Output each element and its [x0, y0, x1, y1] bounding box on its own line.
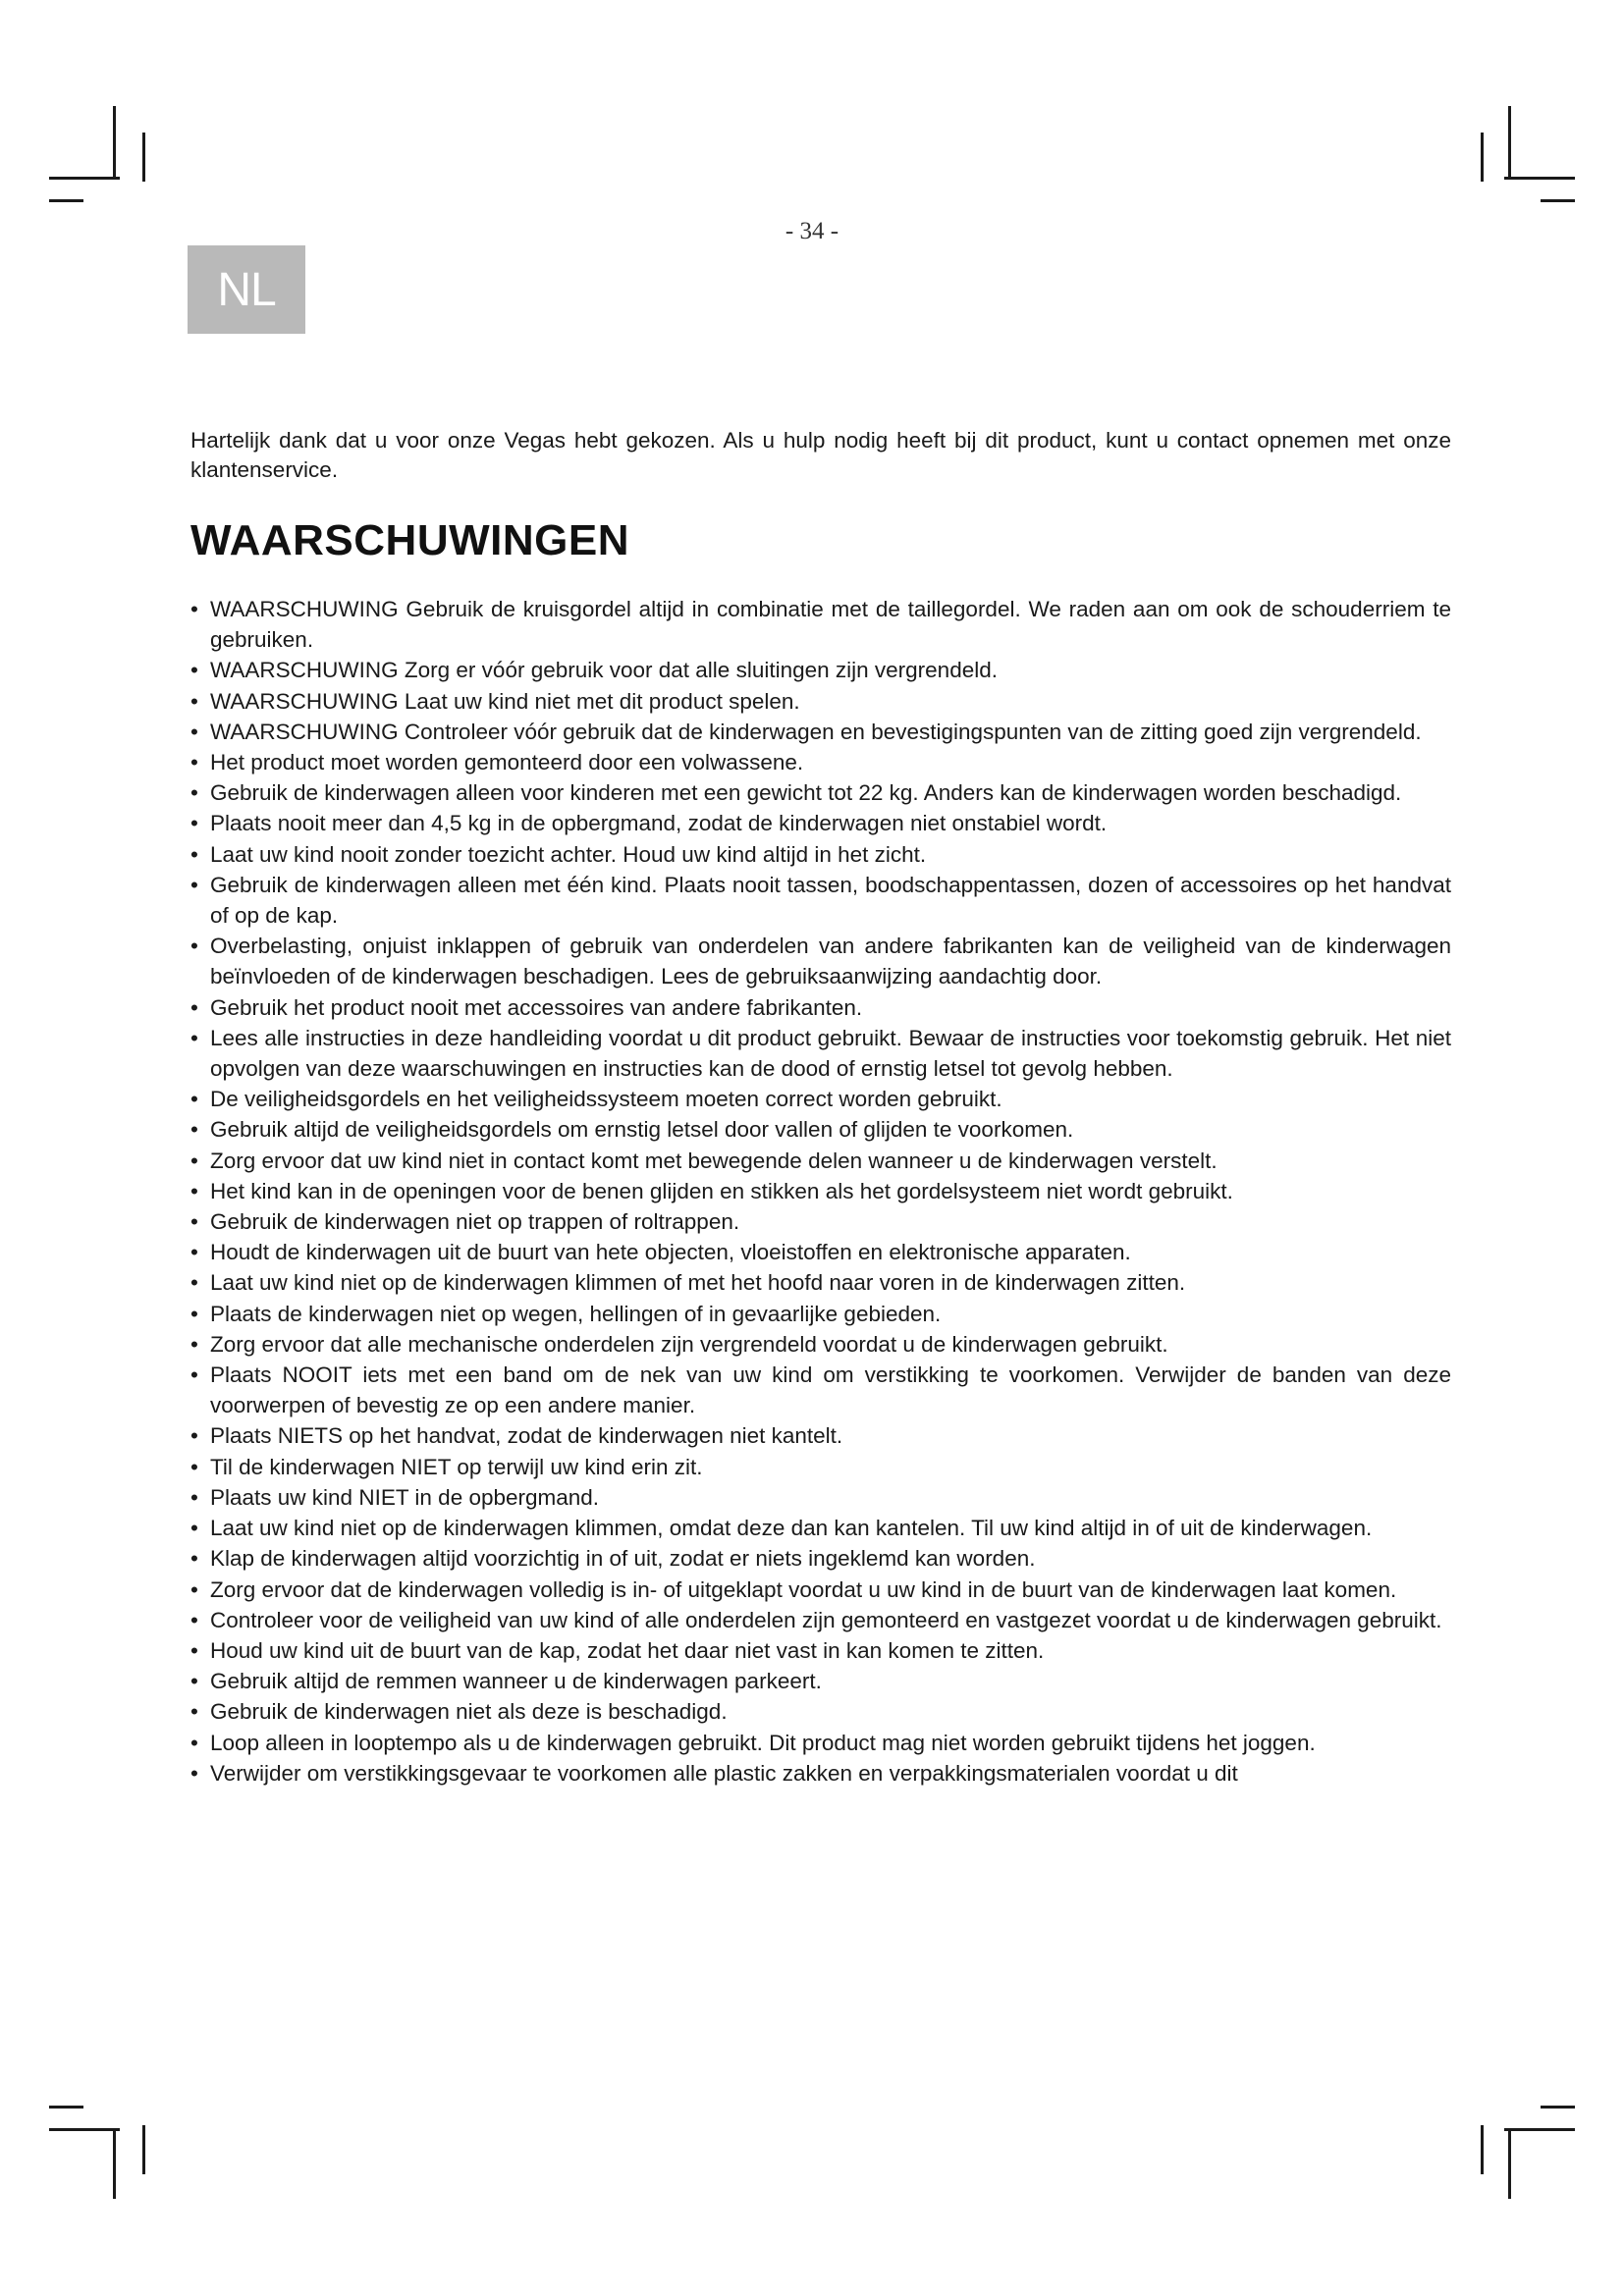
- warning-item: • Gebruik de kinderwagen niet als deze is beschadigd.: [190, 1696, 1451, 1727]
- section-heading: WAARSCHUWINGEN: [190, 516, 629, 564]
- warning-item: • Gebruik de kinderwagen alleen voor kinderen met een gewicht tot 22 kg. Anders kan de kinderwagen worden beschadigd.: [190, 777, 1451, 808]
- crop-mark: [142, 133, 145, 182]
- warning-item: • Gebruik het product nooit met accessoires van andere fabrikanten.: [190, 992, 1451, 1023]
- language-badge: NL: [188, 245, 305, 334]
- crop-mark: [113, 106, 116, 177]
- warning-item: • Til de kinderwagen NIET op terwijl uw kind erin zit.: [190, 1452, 1451, 1482]
- crop-mark: [113, 2128, 116, 2199]
- warning-item: • Laat uw kind niet op de kinderwagen klimmen, omdat deze dan kan kantelen. Til uw kind altijd in of uit de kinderwagen.: [190, 1513, 1451, 1543]
- warning-item: • De veiligheidsgordels en het veiligheidssysteem moeten correct worden gebruikt.: [190, 1084, 1451, 1114]
- crop-mark: [1481, 2125, 1484, 2174]
- warning-item: • Plaats uw kind NIET in de opbergmand.: [190, 1482, 1451, 1513]
- page-number: - 34 -: [785, 218, 839, 244]
- crop-mark: [1508, 106, 1511, 177]
- warning-item: • WAARSCHUWING Laat uw kind niet met dit product spelen.: [190, 686, 1451, 717]
- warning-item: • WAARSCHUWING Gebruik de kruisgordel altijd in combinatie met de taillegordel. We raden aan om ook de schouderriem te gebruiken.: [190, 594, 1451, 655]
- warning-item: • Laat uw kind nooit zonder toezicht achter. Houd uw kind altijd in het zicht.: [190, 839, 1451, 870]
- warning-item: • Zorg ervoor dat uw kind niet in contact komt met bewegende delen wanneer u de kinderwagen verstelt.: [190, 1146, 1451, 1176]
- intro-paragraph: Hartelijk dank dat u voor onze Vegas hebt gekozen. Als u hulp nodig heeft bij dit product, kunt u contact opnemen met onze klantenservice.: [190, 428, 1451, 482]
- warning-item: • WAARSCHUWING Zorg er vóór gebruik voor dat alle sluitingen zijn vergrendeld.: [190, 655, 1451, 685]
- crop-mark: [49, 2106, 83, 2109]
- warning-item: • Lees alle instructies in deze handleiding voordat u dit product gebruikt. Bewaar de instructies voor toekomstig gebruik. Het niet opvolgen van deze waarschuwingen en instructies kan de dood of ernstig letsel tot gevolg hebben.: [190, 1023, 1451, 1084]
- crop-mark: [1504, 177, 1575, 180]
- warning-item: • Gebruik de kinderwagen alleen met één kind. Plaats nooit tassen, boodschappentassen, dozen of accessoires op het handvat of op de kap.: [190, 870, 1451, 931]
- warning-item: • Gebruik altijd de veiligheidsgordels om ernstig letsel door vallen of glijden te voorkomen.: [190, 1114, 1451, 1145]
- crop-mark: [142, 2125, 145, 2174]
- warning-item: • Het product moet worden gemonteerd door een volwassene.: [190, 747, 1451, 777]
- warning-item: • Houdt de kinderwagen uit de buurt van hete objecten, vloeistoffen en elektronische apparaten.: [190, 1237, 1451, 1267]
- warning-item: • Plaats de kinderwagen niet op wegen, hellingen of in gevaarlijke gebieden.: [190, 1299, 1451, 1329]
- warning-item: • Klap de kinderwagen altijd voorzichtig in of uit, zodat er niets ingeklemd kan worden.: [190, 1543, 1451, 1574]
- warning-item: • Plaats nooit meer dan 4,5 kg in de opbergmand, zodat de kinderwagen niet onstabiel wordt.: [190, 808, 1451, 838]
- crop-mark: [1504, 2128, 1575, 2131]
- warning-item: • Controleer voor de veiligheid van uw kind of alle onderdelen zijn gemonteerd en vastgezet voordat u de kinderwagen gebruikt.: [190, 1605, 1451, 1635]
- warning-item: • Houd uw kind uit de buurt van de kap, zodat het daar niet vast in kan komen te zitten.: [190, 1635, 1451, 1666]
- warnings-list: [190, 594, 1451, 1789]
- crop-mark: [1541, 199, 1575, 202]
- warning-item: • Plaats NIETS op het handvat, zodat de kinderwagen niet kantelt.: [190, 1420, 1451, 1451]
- warning-item: • Plaats NOOIT iets met een band om de nek van uw kind om verstikking te voorkomen. Verwijder de banden van deze voorwerpen of bevestig ze op een andere manier.: [190, 1360, 1451, 1420]
- crop-mark: [49, 177, 120, 180]
- warning-item: • WAARSCHUWING Controleer vóór gebruik dat de kinderwagen en bevestigingspunten van de zitting goed zijn vergrendeld.: [190, 717, 1451, 747]
- warning-item: • Gebruik de kinderwagen niet op trappen of roltrappen.: [190, 1206, 1451, 1237]
- warning-item: • Zorg ervoor dat alle mechanische onderdelen zijn vergrendeld voordat u de kinderwagen gebruikt.: [190, 1329, 1451, 1360]
- warning-item: • Het kind kan in de openingen voor de benen glijden en stikken als het gordelsysteem niet wordt gebruikt.: [190, 1176, 1451, 1206]
- warning-item: • Zorg ervoor dat de kinderwagen volledig is in- of uitgeklapt voordat u uw kind in de buurt van de kinderwagen laat komen.: [190, 1575, 1451, 1605]
- crop-mark: [49, 199, 83, 202]
- crop-mark: [1541, 2106, 1575, 2109]
- crop-mark: [1481, 133, 1484, 182]
- warning-item: • Verwijder om verstikkingsgevaar te voorkomen alle plastic zakken en verpakkingsmaterialen voordat u dit: [190, 1758, 1451, 1789]
- warning-item: • Laat uw kind niet op de kinderwagen klimmen of met het hoofd naar voren in de kinderwagen zitten.: [190, 1267, 1451, 1298]
- warning-item: • Gebruik altijd de remmen wanneer u de kinderwagen parkeert.: [190, 1666, 1451, 1696]
- warning-item: • Loop alleen in looptempo als u de kinderwagen gebruikt. Dit product mag niet worden gebruikt tijdens het joggen.: [190, 1728, 1451, 1758]
- crop-mark: [1508, 2128, 1511, 2199]
- warning-item: • Overbelasting, onjuist inklappen of gebruik van onderdelen van andere fabrikanten kan de veiligheid van de kinderwagen beïnvloeden of de kinderwagen beschadigen. Lees de gebruiksaanwijzing aandachtig door.: [190, 931, 1451, 991]
- crop-mark: [49, 2128, 120, 2131]
